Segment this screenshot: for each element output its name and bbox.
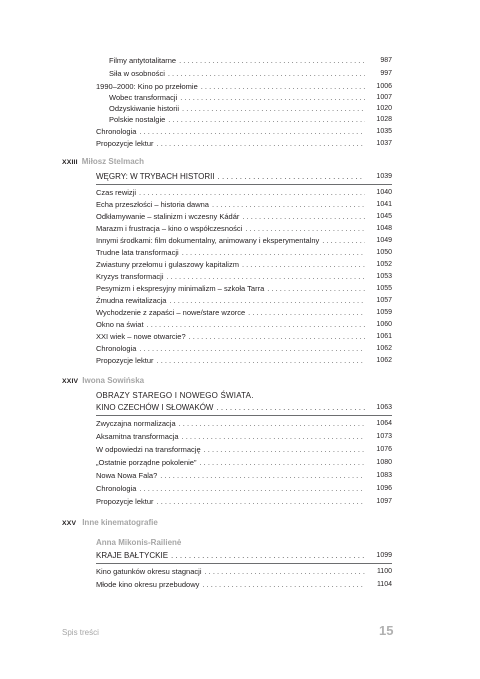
toc-leader (139, 344, 365, 353)
section-number: XXIII (62, 159, 78, 166)
toc-entry-label: „Ostatnie porządne pokolenie” (96, 458, 197, 467)
toc-leader (168, 115, 365, 124)
toc-leader (167, 272, 365, 281)
toc-leader (139, 188, 365, 197)
toc-entry (96, 248, 392, 257)
toc-entry-label: Propozycje lektur (96, 356, 154, 365)
toc-entry-label: Kryzys transformacji (96, 272, 164, 281)
toc-entry-label: Aksamitna transformacja (96, 432, 179, 441)
toc-entry-page: 1050 (376, 249, 392, 256)
toc-entry (96, 567, 392, 576)
section-author: Anna Mikonis-Railienė (96, 538, 182, 547)
toc-leader (322, 236, 365, 245)
toc-leader (182, 104, 365, 113)
toc-leader (157, 356, 365, 365)
toc-entry-label: Chronologia (96, 484, 137, 493)
toc-entry-page: 1049 (376, 237, 392, 244)
toc-entry-page: 1104 (376, 581, 392, 588)
toc-entry (96, 212, 392, 221)
section-author: Iwona Sowińska (82, 376, 145, 385)
toc-entry-label: Okno na świat (96, 320, 144, 329)
toc-entry (109, 104, 392, 113)
toc-entry-page: 1048 (376, 225, 392, 232)
toc-entry (109, 93, 392, 102)
toc-entry-label: Żmudna rewitalizacja (96, 296, 167, 305)
toc-leader (139, 127, 365, 136)
toc-entry (96, 188, 392, 197)
toc-entry-page: 1057 (376, 297, 392, 304)
chapter-page: 1039 (376, 173, 392, 180)
toc-entry-page: 1041 (376, 201, 392, 208)
toc-entry-label: Echa przeszłości – historia dawna (96, 200, 209, 209)
toc-leader (212, 200, 365, 209)
toc-leader (147, 320, 365, 329)
toc-entry-page: 1052 (376, 261, 392, 268)
toc-leader (199, 458, 365, 467)
toc-entry-page: 1096 (376, 485, 392, 492)
toc-entry (96, 432, 392, 441)
toc-leader (216, 403, 365, 413)
toc-entry (96, 497, 392, 506)
toc-entry-page: 1037 (376, 140, 392, 147)
toc-entry (96, 224, 392, 233)
toc-entry-label: Zwyczajna normalizacja (96, 419, 176, 428)
toc-entry-page: 1061 (376, 333, 392, 340)
toc-entry-label: Odzyskiwanie historii (109, 104, 180, 113)
toc-entry-page: 1055 (376, 285, 392, 292)
toc-leader (267, 284, 365, 293)
toc-entry (96, 127, 392, 136)
toc-entry-label: Propozycje lektur (96, 497, 154, 506)
toc-entry (96, 332, 392, 341)
toc-entry-label: Nowa Nowa Fala? (96, 471, 158, 480)
toc-entry-label: Polskie nostalgie (109, 115, 166, 124)
toc-entry (109, 69, 392, 78)
toc-leader (202, 580, 365, 589)
toc-entry-page: 1040 (376, 189, 392, 196)
toc-entry-page: 1062 (376, 357, 392, 364)
toc-leader (179, 419, 365, 428)
toc-entry-page: 1006 (376, 83, 392, 90)
toc-entry (96, 139, 392, 148)
toc-entry (109, 56, 392, 65)
toc-entry (109, 115, 392, 124)
chapter-title-entry (96, 551, 392, 561)
page-number: 15 (379, 623, 394, 638)
chapter-rule (96, 563, 392, 564)
toc-entry (96, 580, 392, 589)
toc-entry-label: Młode kino okresu przebudowy (96, 580, 200, 589)
toc-entry-label: Czas rewizji (96, 188, 137, 197)
toc-leader (242, 260, 365, 269)
toc-entry-label: Kino gatunków okresu stagnacji (96, 567, 202, 576)
toc-entry-label: W odpowiedzi na transformację (96, 445, 201, 454)
running-footer: Spis treści (62, 628, 99, 637)
toc-entry (96, 236, 392, 245)
chapter-title: KRAJE BAŁTYCKIE (96, 551, 169, 560)
chapter-title: KINO CZECHÓW I SŁOWAKÓW (96, 403, 214, 412)
toc-entry-page: 1083 (376, 472, 392, 479)
toc-entry-page: 1059 (376, 309, 392, 316)
toc-entry (96, 296, 392, 305)
section-number: XXV (62, 520, 77, 527)
toc-entry-label: XXI wiek – nowe otwarcie? (96, 332, 186, 341)
toc-leader (139, 484, 365, 493)
toc-entry-page: 1097 (376, 498, 392, 505)
chapter-rule (96, 184, 392, 185)
toc-leader (201, 82, 365, 91)
chapter-title-entry (96, 403, 392, 413)
toc-entry-page: 1028 (376, 116, 392, 123)
toc-entry (96, 471, 392, 480)
chapter-title-line1: OBRAZY STAREGO I NOWEGO ŚWIATA. (96, 391, 254, 400)
toc-entry (96, 458, 392, 467)
toc-leader (182, 432, 365, 441)
toc-leader (242, 212, 365, 221)
toc-entry-label: Pesymizm i ekspresyjny minimalizm – szkoła Tarra (96, 284, 265, 293)
toc-leader (171, 551, 365, 561)
chapter-title-entry (96, 172, 392, 182)
section-heading (62, 376, 144, 387)
toc-leader (179, 56, 365, 65)
toc-entry-page: 987 (380, 57, 392, 64)
toc-entry-page: 1073 (376, 433, 392, 440)
toc-entry-page: 1100 (376, 568, 392, 575)
toc-leader (245, 224, 365, 233)
toc-leader (204, 567, 365, 576)
chapter-rule (96, 415, 392, 416)
toc-entry-page: 1020 (376, 105, 392, 112)
toc-entry-label: Odkłamywanie – stalinizm i wczesny Kádár (96, 212, 240, 221)
toc-leader (160, 471, 365, 480)
section-heading (62, 518, 158, 529)
toc-entry-label: Trudne lata transformacji (96, 248, 179, 257)
toc-leader (218, 172, 365, 182)
toc-entry (96, 356, 392, 365)
toc-entry-label: Chronologia (96, 344, 137, 353)
toc-leader (204, 445, 365, 454)
toc-leader (169, 296, 365, 305)
toc-entry (96, 200, 392, 209)
chapter-page: 1099 (376, 552, 392, 559)
toc-entry-page: 1035 (376, 128, 392, 135)
toc-entry-label: Chronologia (96, 127, 137, 136)
toc-entry (96, 260, 392, 269)
toc-leader (182, 248, 365, 257)
toc-entry (96, 445, 392, 454)
toc-entry-label: Filmy antytotalitarne (109, 56, 177, 65)
toc-entry (96, 284, 392, 293)
toc-entry (96, 419, 392, 428)
toc-entry (96, 344, 392, 353)
chapter-title: WĘGRY: W TRYBACH HISTORII (96, 172, 215, 181)
toc-entry (96, 272, 392, 281)
toc-leader (168, 69, 365, 78)
toc-leader (189, 332, 365, 341)
toc-entry-page: 1007 (376, 94, 392, 101)
toc-leader (180, 93, 365, 102)
toc-entry-label: Zwiastuny przełomu i gulaszowy kapitalizm (96, 260, 239, 269)
chapter-page: 1063 (376, 404, 392, 411)
toc-entry-label: Wychodzenie z zapaści – nowe/stare wzorce (96, 308, 246, 317)
toc-entry-page: 997 (380, 70, 392, 77)
toc-entry (96, 82, 392, 91)
toc-entry-page: 1060 (376, 321, 392, 328)
toc-entry (96, 320, 392, 329)
toc-entry-label: Wobec transformacji (109, 93, 178, 102)
section-heading (62, 157, 144, 168)
toc-entry-page: 1064 (376, 420, 392, 427)
toc-entry-label: Siła w osobności (109, 69, 165, 78)
toc-entry-label: Marazm i frustracja – kino o współczesności (96, 224, 243, 233)
toc-leader (157, 497, 365, 506)
section-heading-text: Inne kinematografie (82, 518, 158, 527)
toc-entry-page: 1080 (376, 459, 392, 466)
toc-entry-label: 1990–2000: Kino po przełomie (96, 82, 198, 91)
toc-entry-page: 1076 (376, 446, 392, 453)
toc-entry-label: Propozycje lektur (96, 139, 154, 148)
toc-entry-label: Innymi środkami: film dokumentalny, animowany i eksperymentalny (96, 236, 320, 245)
chapter-author (96, 538, 181, 548)
section-author: Miłosz Stelmach (81, 157, 144, 166)
toc-leader (248, 308, 365, 317)
toc-entry (96, 308, 392, 317)
toc-entry-page: 1045 (376, 213, 392, 220)
toc-entry (96, 484, 392, 493)
section-number: XXIV (62, 378, 79, 385)
toc-leader (157, 139, 365, 148)
toc-entry-page: 1062 (376, 345, 392, 352)
toc-entry-page: 1053 (376, 273, 392, 280)
